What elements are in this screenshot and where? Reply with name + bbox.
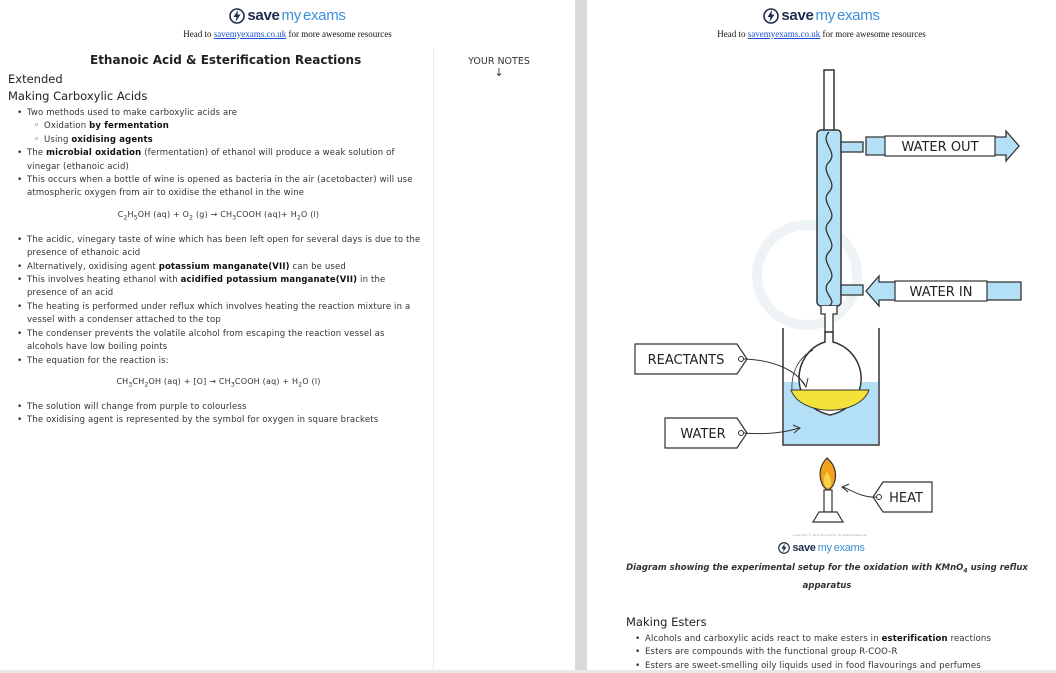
water-tag — [665, 418, 800, 448]
copyright-text: Copyright © Save My Exams. All Rights Reserved — [792, 533, 868, 537]
list-item — [16, 147, 421, 174]
logo-save: save — [781, 7, 814, 24]
bullet-text: This occurs when a bottle of wine is opened as bacteria in the air (acetobacter) will use atmospheric oxygen from air to oxidise the ethanol in the wine — [27, 175, 413, 199]
bullet-text: can be used — [289, 261, 346, 272]
header-prefix: Head to — [717, 28, 748, 39]
page-title: Ethanoic Acid & Esterification Reactions — [90, 53, 362, 67]
header-suffix: for more awesome resources — [820, 28, 926, 39]
bullet-text: This involves heating ethanol with — [27, 275, 181, 286]
bullet-text: Esters are sweet-smelling oily liquids used in food flavourings and perfumes — [645, 660, 981, 671]
header-link[interactable]: savemyexams.co.uk — [213, 28, 287, 39]
reflux-diagram — [587, 60, 1056, 537]
bullet-text: Using — [44, 134, 72, 145]
page-header — [587, 7, 1056, 39]
page-gutter — [575, 0, 587, 670]
logo-exams: exams — [833, 542, 865, 554]
list-item — [16, 328, 421, 355]
list-item — [16, 261, 421, 274]
list-item — [16, 301, 421, 328]
logo-my: my — [815, 7, 835, 24]
bullet-text: (fermentation) of ethanol will produce a weak solution of vinegar (ethanoic acid) — [27, 148, 395, 172]
section-heading-esters: Making Esters — [626, 615, 707, 629]
lightning-logo-icon — [763, 8, 779, 24]
notes-arrow-icon: ↓ — [494, 66, 504, 79]
savemyexams-logo-small — [778, 542, 864, 554]
your-notes — [463, 56, 535, 79]
logo-save: save — [792, 542, 816, 554]
equation-fermentation: $C_2H_5OH$ $(aq) + O_2$ $(g) \to CH_3COOH$ $(aq)+ H_2O$ (l) — [117, 209, 320, 222]
lightning-logo-icon — [778, 542, 790, 554]
bullet-text: Alcohols and carboxylic acids react to make esters in — [645, 634, 882, 644]
header-line — [587, 29, 1056, 39]
bullet-text: The equation for the reaction is: — [27, 355, 169, 366]
list-item — [634, 660, 1049, 673]
header-link[interactable]: savemyexams.co.uk — [747, 28, 821, 39]
notes-label: YOUR NOTES — [468, 56, 530, 67]
savemyexams-logo[interactable] — [763, 7, 879, 24]
page-header — [0, 7, 575, 39]
esters-body — [634, 633, 1049, 673]
bullet-bold: esterification — [881, 634, 948, 644]
bullet-text: Alternatively, oxidising agent — [27, 261, 159, 272]
list-item — [16, 274, 421, 301]
savemyexams-logo[interactable] — [229, 7, 345, 24]
diagram-caption: Diagram showing the experimental setup for the oxidation with KMnO$_4$ using reflux apparatus — [626, 563, 1028, 591]
list-item — [16, 107, 421, 120]
bullet-bold: potassium manganate(VII) — [158, 261, 290, 272]
water-in-arrow-icon — [866, 276, 1021, 306]
reactants-tag — [635, 344, 808, 387]
bullet-text: The — [27, 148, 47, 159]
bullet-text: The condenser prevents the volatile alcohol from escaping the reaction vessel as alcohols have low boiling points — [27, 328, 385, 353]
watermark-icon — [757, 225, 857, 325]
label-heat: HEAT — [889, 491, 923, 506]
section-heading: Making Carboxylic Acids — [8, 89, 148, 103]
logo-exams: exams — [302, 7, 346, 24]
water-out-arrow-icon — [866, 131, 1019, 161]
bullet-text: Esters are compounds with the functional group R-COO-R — [645, 647, 898, 658]
label-water-out: WATER OUT — [901, 140, 979, 155]
bullet-text: Oxidation — [44, 121, 90, 132]
bullet-text: The solution will change from purple to colourless — [27, 401, 247, 412]
header-line — [0, 29, 575, 39]
condenser-jacket — [817, 130, 841, 306]
bullet-text: reactions — [947, 634, 992, 644]
level-label: Extended — [8, 72, 63, 86]
bullet-text: The oxidising agent is represented by the symbol for oxygen in square brackets — [27, 415, 379, 426]
inlet-tube — [841, 285, 863, 295]
bullet-bold: acidified potassium manganate(VII) — [180, 275, 358, 286]
equation-oxidation: $CH_3CH_2OH$ $(aq) + [O] \to CH_3COOH$ $(aq) + H_2O$ (l) — [116, 376, 321, 389]
header-suffix: for more awesome resources — [286, 28, 392, 39]
notes-divider — [433, 48, 434, 670]
bullet-text: The acidic, vinegary taste of wine which has been left open for several days is due to the presence of ethanoic acid — [27, 234, 421, 259]
bullet-text: The heating is performed under reflux which involves heating the reaction mixture in a vessel with a condenser attached to the top — [27, 301, 411, 326]
diagram-logo — [587, 539, 1056, 558]
label-water-in: WATER IN — [909, 285, 973, 300]
logo-save: save — [247, 7, 280, 24]
label-water: WATER — [680, 427, 726, 442]
bullet-text: in the presence of an acid — [27, 275, 386, 299]
outlet-tube — [841, 142, 863, 152]
label-reactants: REACTANTS — [647, 353, 725, 368]
page-right — [587, 0, 1056, 670]
list-item — [16, 134, 421, 147]
lightning-logo-icon — [229, 8, 245, 24]
bullet-text: Two methods used to make carboxylic acids are — [27, 108, 238, 118]
bullet-bold: microbial oxidation — [46, 148, 142, 159]
list-item — [16, 120, 421, 133]
list-item — [16, 414, 421, 427]
bullet-bold: oxidising agents — [71, 134, 153, 145]
list-item — [634, 646, 1049, 659]
list-item — [16, 174, 421, 201]
bunsen-burner-icon — [813, 458, 843, 522]
list-item — [16, 401, 421, 414]
list-item — [16, 355, 421, 368]
logo-my: my — [817, 542, 832, 554]
header-prefix: Head to — [183, 28, 214, 39]
notes-body — [16, 107, 421, 428]
logo-my: my — [281, 7, 301, 24]
list-item — [634, 633, 1049, 646]
heat-tag — [842, 482, 932, 512]
bullet-bold: by fermentation — [89, 121, 170, 132]
list-item — [16, 234, 421, 261]
logo-exams: exams — [836, 7, 880, 24]
